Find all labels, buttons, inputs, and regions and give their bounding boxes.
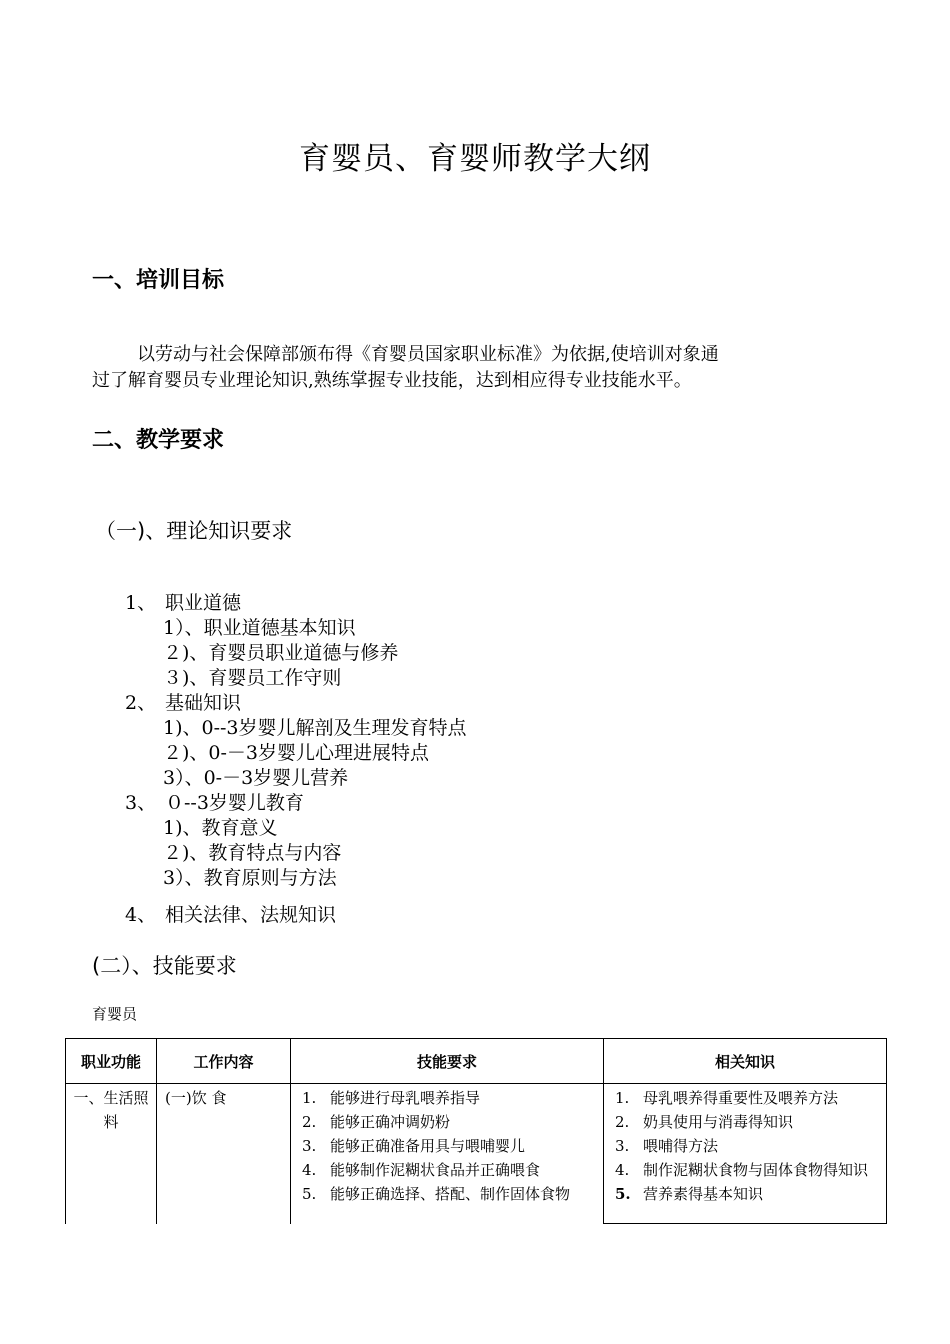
list-item-number: 2、 [125, 692, 157, 714]
list-item-number: 4、 [125, 904, 157, 926]
column-header-function: 职业功能 [66, 1039, 157, 1084]
list-item: 4. 制作泥糊状食物与固体食物得知识 [615, 1161, 869, 1179]
knowledge-text: 制作泥糊状食物与固体食物得知识 [643, 1161, 869, 1179]
list-item: 1. 母乳喂养得重要性及喂养方法 [615, 1089, 839, 1107]
list-subitem: 3）、0-－3岁婴儿营养 [163, 767, 349, 789]
list-subitem: 1）、职业道德基本知识 [163, 617, 356, 639]
skills-table [65, 1038, 887, 1224]
list-item-label: 职业道德 [165, 592, 242, 614]
paragraph-line-1: 以劳动与社会保障部颁布得《育婴员国家职业标准》为依据,使培训对象通 [137, 344, 719, 365]
requirement-text: 能够正确冲调奶粉 [330, 1113, 451, 1131]
list-item: 5. 营养素得基本知识 [615, 1185, 764, 1203]
column-header-work: 工作内容 [157, 1039, 291, 1084]
list-subitem: 1)、教育意义 [163, 817, 278, 839]
training-goal-paragraph [92, 342, 867, 394]
column-header-knowledge: 相关知识 [604, 1039, 887, 1084]
cell-requirements [291, 1084, 604, 1224]
cell-work: (一)饮 食 [157, 1084, 291, 1224]
cell-knowledge [604, 1084, 887, 1224]
list-item-number: 1、 [125, 592, 157, 614]
subsection-heading-skills: (二）、技能要求 [92, 954, 237, 978]
knowledge-text: 奶具使用与消毒得知识 [643, 1113, 794, 1131]
cell-function: 一、生活照料 [66, 1084, 157, 1224]
list-subitem: 1)、0--3岁婴儿解剖及生理发育特点 [163, 717, 467, 739]
page-title: 育婴员、育婴师教学大纲 [299, 141, 651, 177]
list-subitem: ３)、育婴员工作守则 [163, 667, 342, 689]
knowledge-text: 营养素得基本知识 [643, 1185, 764, 1203]
requirement-text: 能够进行母乳喂养指导 [330, 1089, 481, 1107]
list-item-label: 相关法律、法规知识 [165, 904, 337, 926]
list-item: 1. 能够进行母乳喂养指导 [302, 1089, 481, 1107]
paragraph-line-2: 过了解育婴员专业理论知识,熟练掌握专业技能，达到相应得专业技能水平。 [92, 370, 692, 391]
knowledge-text: 母乳喂养得重要性及喂养方法 [643, 1089, 839, 1107]
list-item-label: 基础知识 [165, 692, 242, 714]
knowledge-text: 喂哺得方法 [643, 1137, 719, 1155]
list-item: 5. 能够正确选择、搭配、制作固体食物 [302, 1185, 571, 1203]
list-item: 2. 能够正确冲调奶粉 [302, 1113, 451, 1131]
list-subitem: ２)、育婴员职业道德与修养 [163, 642, 399, 664]
list-item: 2. 奶具使用与消毒得知识 [615, 1113, 794, 1131]
list-item: 4. 能够制作泥糊状食品并正确喂食 [302, 1161, 541, 1179]
list-item-number: 3、 [125, 792, 157, 814]
requirement-text: 能够制作泥糊状食品并正确喂食 [330, 1161, 541, 1179]
list-item-label: ０--3岁婴儿教育 [165, 792, 304, 814]
requirement-text: 能够正确准备用具与喂哺婴儿 [330, 1137, 526, 1155]
list-item: 3. 喂哺得方法 [615, 1137, 719, 1155]
table-header-row [66, 1039, 887, 1084]
role-label: 育婴员 [92, 1005, 138, 1023]
list-subitem: ２)、教育特点与内容 [163, 842, 342, 864]
section-heading-teaching-requirements: 二、教学要求 [92, 428, 225, 453]
requirement-text: 能够正确选择、搭配、制作固体食物 [330, 1185, 571, 1203]
list-subitem: ２)、0-－3岁婴儿心理进展特点 [163, 742, 430, 764]
column-header-requirements: 技能要求 [291, 1039, 604, 1084]
subsection-heading-theory: （一)、理论知识要求 [95, 519, 293, 543]
section-heading-training-goal: 一、培训目标 [92, 268, 225, 293]
list-subitem: 3）、教育原则与方法 [163, 867, 337, 889]
table-row [66, 1084, 887, 1224]
list-item: 3. 能够正确准备用具与喂哺婴儿 [302, 1137, 526, 1155]
